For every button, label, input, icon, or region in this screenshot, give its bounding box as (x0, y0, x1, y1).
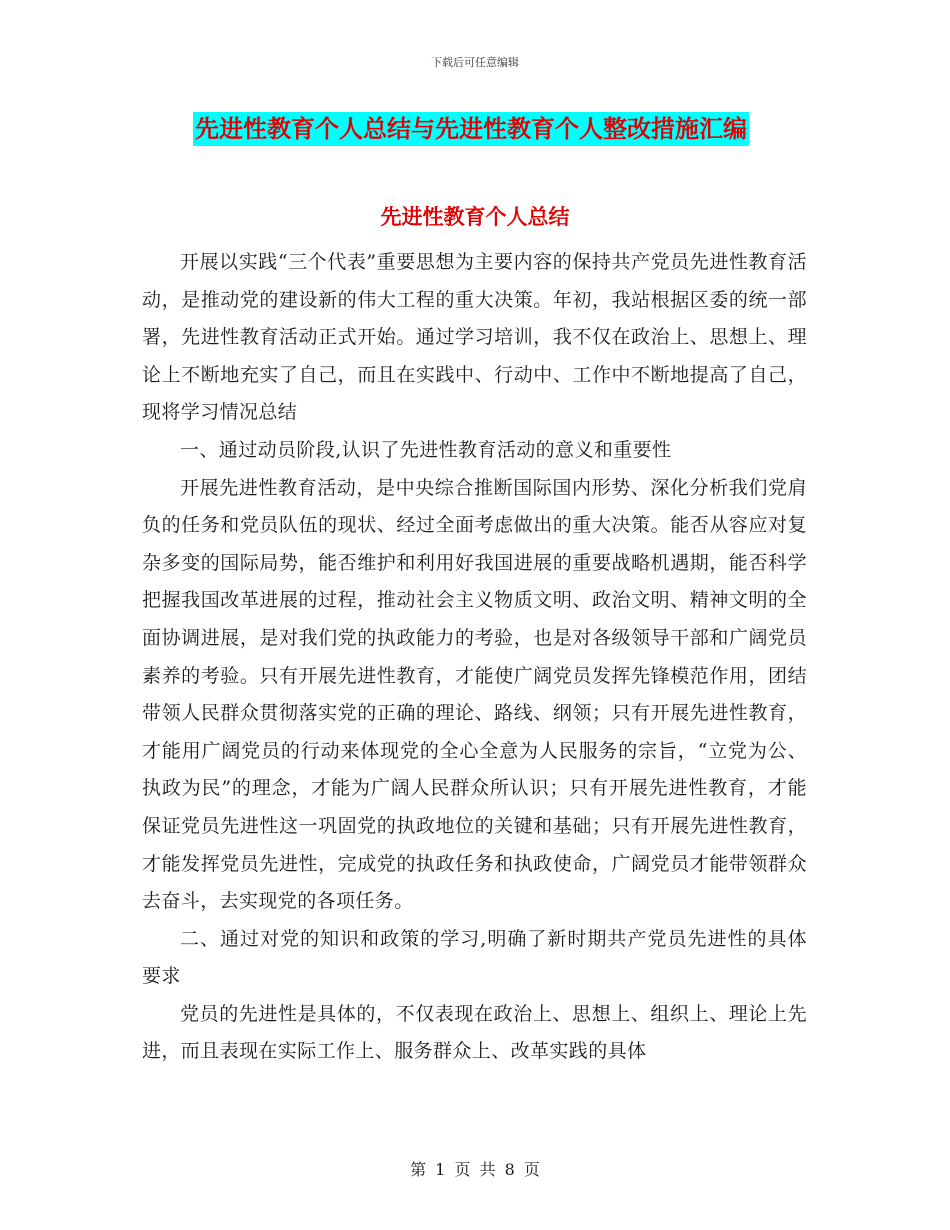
document-title: 先进性教育个人总结与先进性教育个人整改措施汇编 (193, 112, 749, 146)
paragraph: 一、通过动员阶段,认识了先进性教育活动的意义和重要性 (180, 438, 672, 461)
paragraph: 党员的先进性是具体的，不仅表现在政治上、思想上、组织上、理论上先进，而且表现在实际工作上、服务群众上、改革实践的具体 (142, 1002, 807, 1063)
paragraph: 二、通过对党的知识和政策的学习,明确了新时期共产党员先进性的具体要求 (142, 927, 807, 988)
header-note: 下载后可任意编辑 (431, 56, 519, 69)
page-footer: 第 1 页 共 8 页 (410, 1160, 540, 1179)
section-title: 先进性教育个人总结 (380, 204, 570, 229)
body-text (142, 244, 807, 1071)
paragraph: 开展先进性教育活动，是中央综合推断国际国内形势、深化分析我们党肩负的任务和党员队伍的现状、经过全面考虑做出的重大决策。能否从容应对复杂多变的国际局势，能否维护和利用好我国进展的重要战略机遇期，能否科学把握我国改革进展的过程，推动社会主义物质文明、政治文明、精神文明的全面协调进展，是对我们党的执政能力的考验，也是对各级领导干部和广阔党员素养的考验。只有开展先进性教育，才能使广阔党员发挥先锋模范作用，团结带领人民群众贯彻落实党的正确的理论、路线、纲领；只有开展先进性教育，才能用广阔党员的行动来体现党的全心全意为人民服务的宗旨，“立党为公、执政为民”的理念，才能为广阔人民群众所认识；只有开展先进性教育，才能保证党员先进性这一巩固党的执政地位的关键和基础；只有开展先进性教育，才能发挥党员先进性，完成党的执政任务和执政使命，广阔党员才能带领群众去奋斗，去实现党的各项任务。 (142, 476, 807, 913)
paragraph: 开展以实践“三个代表”重要思想为主要内容的保持共产党员先进性教育活动，是推动党的建设新的伟大工程的重大决策。年初，我站根据区委的统一部署，先进性教育活动正式开始。通过学习培训，我不仅在政治上、思想上、理论上不断地充实了自己，而且在实践中、行动中、工作中不断地提高了自己，现将学习情况总结 (142, 251, 807, 424)
